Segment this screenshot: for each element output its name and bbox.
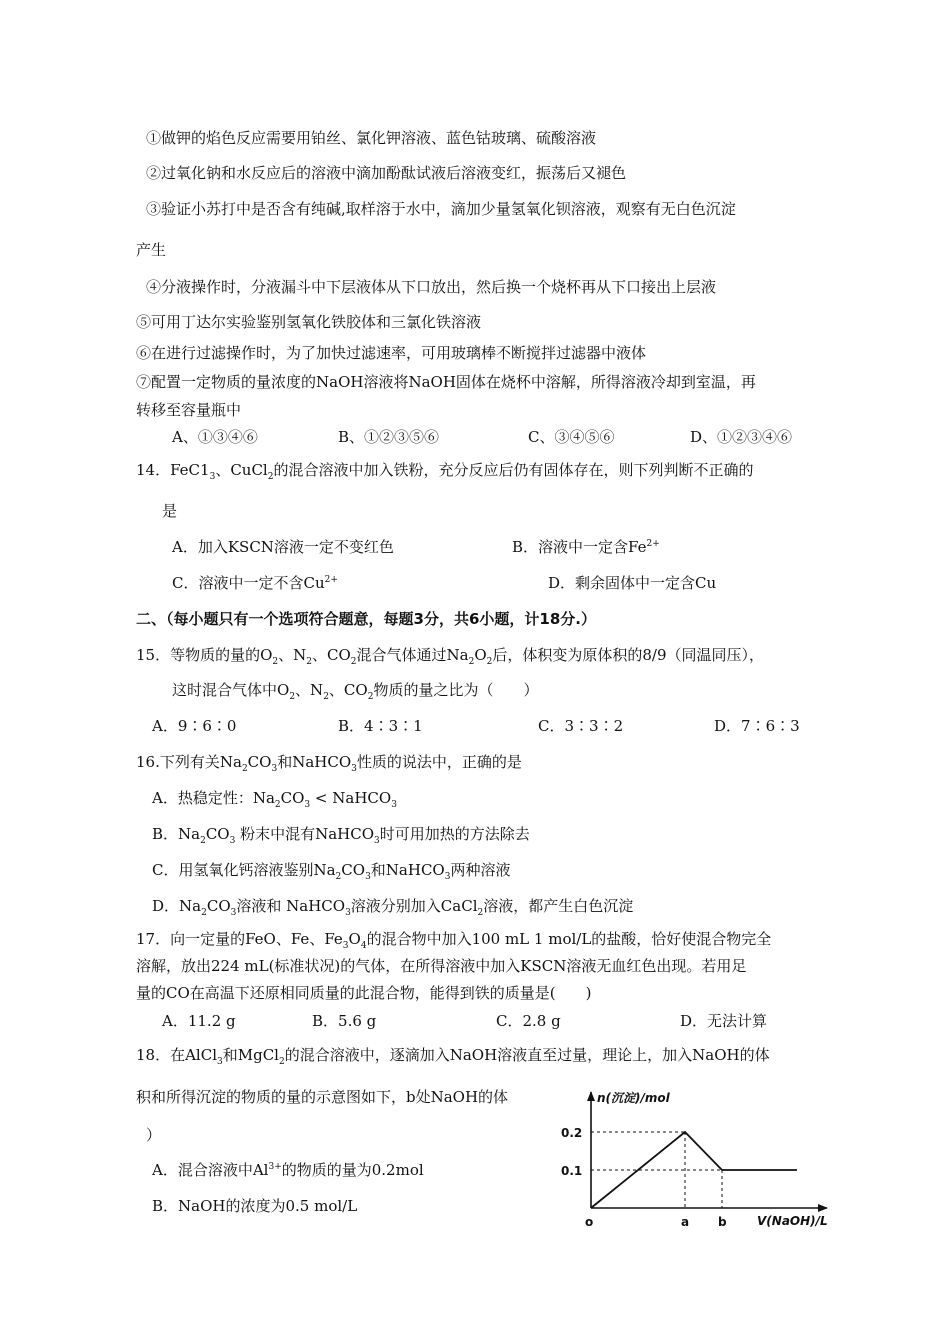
- y-tick-0-2: 0.2: [561, 1126, 583, 1140]
- precipitate-graph: [555, 1088, 840, 1238]
- q13-item-6: ⑥在进行过滤操作时，为了加快过滤速率，可用玻璃棒不断搅拌过滤器中液体: [136, 344, 647, 362]
- q17-stem: 17．向一定量的FeO、Fe、$Fe_3O_4$的混合物中加入100 mL 1 mol/L的盐酸，恰好使混合物完全: [136, 930, 772, 951]
- x-tick-a: a: [681, 1215, 690, 1229]
- q18-stem-cont-1: 积和所得沉淀的物质的量的示意图如下，b处NaOH的体: [136, 1088, 509, 1106]
- q15-stem: 15．等物质的量的$O_2$、$N_2$、$CO_2$混合气体通过$Na_2O_2$后，体积变为原体积的8/9（同温同压），: [136, 646, 765, 667]
- origin-label: o: [585, 1215, 594, 1229]
- q16-option-d: D．$Na_2CO_3$溶液和 NaHCO$_3$溶液分别加入CaCl$_2$溶液，都产生白色沉淀: [152, 897, 634, 918]
- y-tick-0-1: 0.1: [561, 1164, 583, 1178]
- q16-option-a: A．热稳定性：$Na_2CO_3$ < NaHCO$_3$: [152, 789, 397, 810]
- q18-option-a: A．混合溶液中$Al^{3+}$的物质的量为0.2mol: [152, 1161, 424, 1179]
- q14-stem: 14．$FeC1_3$、CuCl$_2$的混合溶液中加入铁粉，充分反应后仍有固体存在，则下列判断不正确的: [136, 461, 754, 482]
- q16-stem: 16.下列有关$Na_2CO_3$和NaHCO$_3$性质的说法中，正确的是: [136, 753, 522, 774]
- q17-option-b: B．5.6 g: [312, 1012, 377, 1030]
- q17-stem-cont-2: 量的CO在高温下还原相同质量的此混合物，能得到铁的质量是( ): [136, 984, 592, 1002]
- q17-option-d: D．无法计算: [680, 1012, 768, 1030]
- q16-option-c: C．用氢氧化钙溶液鉴别$Na_2CO_3$和NaHCO$_3$两种溶液: [152, 861, 511, 882]
- q14-stem-cont: 是: [162, 502, 178, 520]
- q13-item-7-cont: 转移至容量瓶中: [136, 401, 242, 419]
- q15-option-c: C．3∶3∶2: [538, 717, 624, 735]
- q16-option-b: B．$Na_2CO_3$ 粉末中混有NaHCO$_3$时可用加热的方法除去: [152, 825, 530, 846]
- q13-item-3: ③验证小苏打中是否含有纯碱,取样溶于水中，滴加少量氢氧化钡溶液，观察有无白色沉淀: [146, 200, 736, 218]
- x-axis-label: V(NaOH)/L: [757, 1214, 828, 1228]
- y-axis-label: n(沉淀)/mol: [597, 1091, 670, 1105]
- q13-option-c: C、③④⑤⑥: [528, 428, 615, 446]
- q13-item-3-cont: 产生: [136, 241, 167, 259]
- x-tick-b: b: [718, 1215, 727, 1229]
- q13-item-5: ⑤可用丁达尔实验鉴别氢氧化铁胶体和三氯化铁溶液: [136, 313, 482, 331]
- q14-option-b: B．溶液中一定含$Fe^{2+}$: [512, 538, 660, 556]
- q15-option-b: B．4∶3∶1: [338, 717, 423, 735]
- q17-option-a: A．11.2 g: [162, 1012, 236, 1030]
- q18-stem: 18．在AlCl$_3$和MgCl$_2$的混合溶液中，逐滴加入NaOH溶液直至过量，理论上，加入NaOH的体: [136, 1046, 770, 1067]
- section-2-heading: 二、（每小题只有一个选项符合题意，每题3分，共6小题，计18分.）: [136, 610, 596, 628]
- q13-item-2: ②过氧化钠和水反应后的溶液中滴加酚酞试液后溶液变红，振荡后又褪色: [146, 164, 627, 182]
- q14-option-d: D．剩余固体中一定含Cu: [548, 574, 717, 592]
- q15-stem-cont: 这时混合气体中$O_2$、$N_2$、$CO_2$物质的量之比为（ ）: [172, 681, 539, 702]
- q13-item-7: ⑦配置一定物质的量浓度的NaOH溶液将NaOH固体在烧杯中溶解，所得溶液冷却到室温，再: [136, 373, 756, 391]
- q15-option-d: D．7∶6∶3: [714, 717, 800, 735]
- q18-option-b: B．NaOH的浓度为0.5 mol/L: [152, 1197, 358, 1215]
- q18-stem-cont-2: ）: [146, 1126, 162, 1144]
- q17-stem-cont-1: 溶解，放出224 mL(标准状况)的气体，在所得溶液中加入KSCN溶液无血红色出现。若用足: [136, 957, 747, 975]
- q13-option-d: D、①②③④⑥: [690, 428, 793, 446]
- q13-option-a: A、①③④⑥: [172, 428, 258, 446]
- q13-item-4: ④分液操作时，分液漏斗中下层液体从下口放出，然后换一个烧杯再从下口接出上层液: [146, 278, 717, 296]
- q13-item-1: ①做钾的焰色反应需要用铂丝、氯化钾溶液、蓝色钴玻璃、硫酸溶液: [146, 129, 597, 147]
- q14-option-c: C．溶液中一定不含$Cu^{2+}$: [172, 574, 338, 592]
- q17-option-c: C．2.8 g: [496, 1012, 561, 1030]
- q13-option-b: B、①②③⑤⑥: [338, 428, 440, 446]
- q14-option-a: A．加入KSCN溶液一定不变红色: [172, 538, 394, 556]
- q15-option-a: A．9∶6∶0: [152, 717, 237, 735]
